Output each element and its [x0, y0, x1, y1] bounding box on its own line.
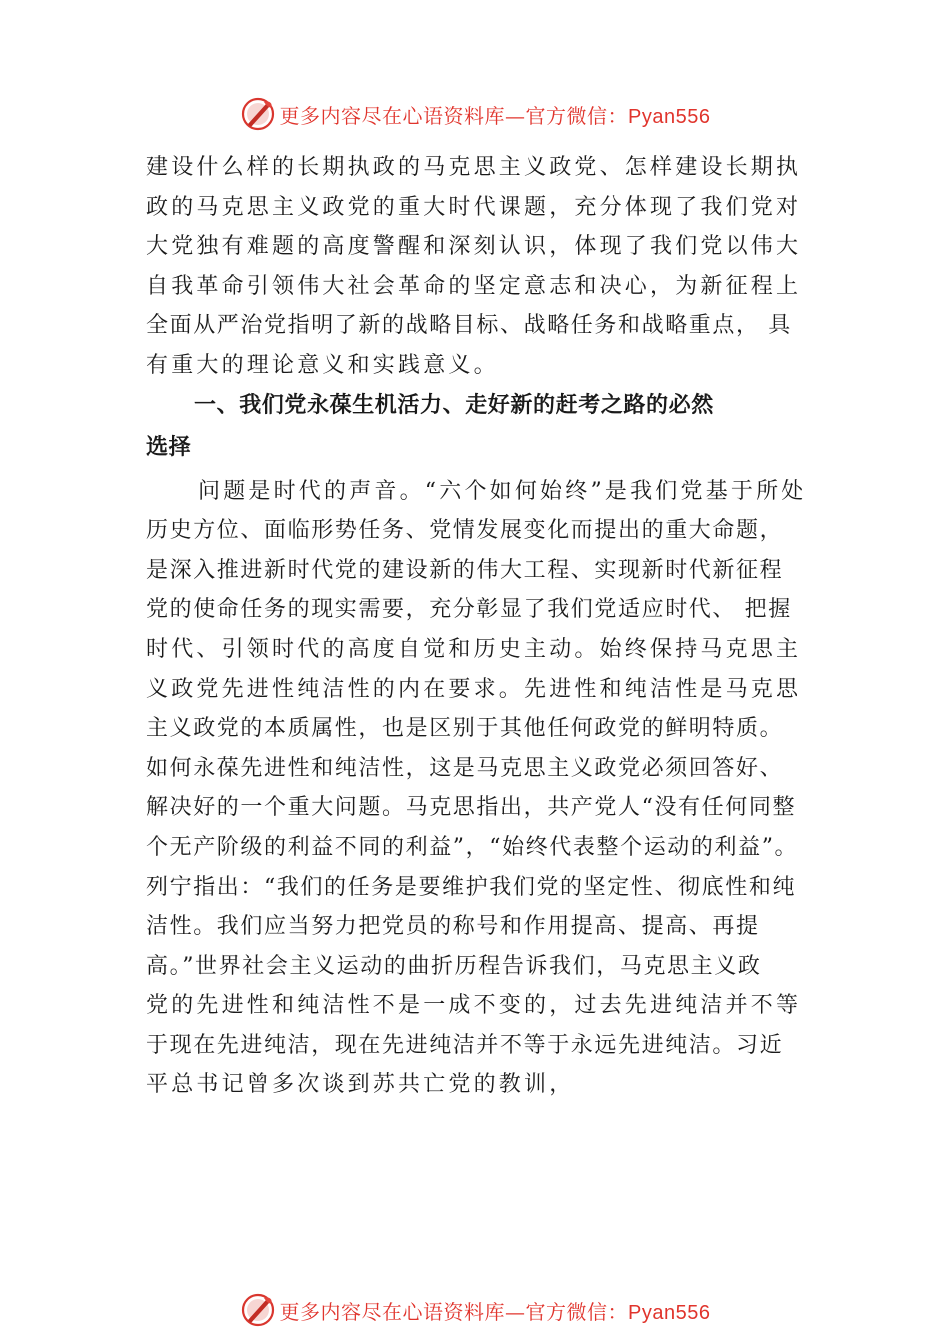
- text-line: 洁性。我们应当努力把党员的称号和作用提高、提高、再提: [146, 914, 760, 940]
- text-line: 政的马克思主义政党的重大时代课题，充分体现了我们党对: [146, 194, 802, 220]
- text-line: 时代、引领时代的高度自觉和历史主动。始终保持马克思主: [146, 636, 802, 662]
- banner-caption: [280, 1296, 711, 1325]
- banner-wechat-label: 官方微信：: [525, 1299, 629, 1324]
- text-line: 历史方位、面临形势任务、党情发展变化而提出的重大命题，: [146, 518, 784, 544]
- footer-banner: [0, 1290, 950, 1330]
- section-heading-continued: 选择: [146, 434, 192, 460]
- text-line: 于现在先进纯洁，现在先进纯洁并不等于永远先进纯洁。习近: [146, 1032, 784, 1058]
- text-line: 个无产阶级的利益不同的利益”，“始终代表整个运动的利益”。: [146, 834, 799, 860]
- text-line: 自我革命引领伟大社会革命的坚定意志和决心，为新征程上: [146, 273, 802, 299]
- text-line: 有重大的理论意义和实践意义。: [146, 352, 499, 378]
- banner-caption: [280, 100, 711, 129]
- header-banner: [0, 94, 950, 134]
- banner-site-text: 更多内容尽在心语资料库—: [279, 103, 526, 128]
- text-line: 建设什么样的长期执政的马克思主义政党、怎样建设长期执: [146, 155, 802, 180]
- text-line: 大党独有难题的高度警醒和深刻认识，体现了我们党以伟大: [146, 234, 802, 260]
- section-heading: 一、我们党永葆生机活力、走好新的赶考之路的必然: [194, 392, 714, 418]
- text-line: 义政党先进性纯洁性的内在要求。先进性和纯洁性是马克思: [146, 676, 802, 702]
- paragraph-first-line: 问题是时代的声音。“六个如何始终”是我们党基于所处: [198, 478, 807, 504]
- banner-wechat-id: Pyan556: [628, 105, 711, 128]
- text-line: 党的先进性和纯洁性不是一成不变的，过去先进纯洁并不等: [146, 993, 802, 1019]
- text-line: 列宁指出：“我们的任务是要维护我们党的坚定性、彻底性和纯: [146, 874, 797, 900]
- text-line: 如何永葆先进性和纯洁性，这是马克思主义政党必须回答好、: [146, 755, 784, 781]
- banner-site-text: 更多内容尽在心语资料库—: [279, 1299, 526, 1324]
- quill-logo-icon: [240, 1292, 276, 1328]
- document-body: [146, 148, 836, 1105]
- text-line: 全面从严治党指明了新的战略目标、战略任务和战略重点， 具: [146, 313, 792, 339]
- text-line: 党的使命任务的现实需要，充分彰显了我们党适应时代、 把握: [146, 597, 792, 623]
- banner-wechat-id: Pyan556: [628, 1301, 711, 1324]
- text-line: 平总书记曾多次谈到苏共亡党的教训，: [146, 1072, 575, 1098]
- text-line: 高。”世界社会主义运动的曲折历程告诉我们，马克思主义政: [146, 953, 762, 979]
- text-line: 主义政党的本质属性，也是区别于其他任何政党的鲜明特质。: [146, 716, 784, 742]
- quill-logo-icon: [240, 96, 276, 132]
- text-line: 是深入推进新时代党的建设新的伟大工程、实现新时代新征程: [146, 557, 784, 583]
- text-line: 解决好的一个重大问题。马克思指出，共产党人“没有任何同整: [146, 795, 797, 821]
- banner-wechat-label: 官方微信：: [525, 103, 629, 128]
